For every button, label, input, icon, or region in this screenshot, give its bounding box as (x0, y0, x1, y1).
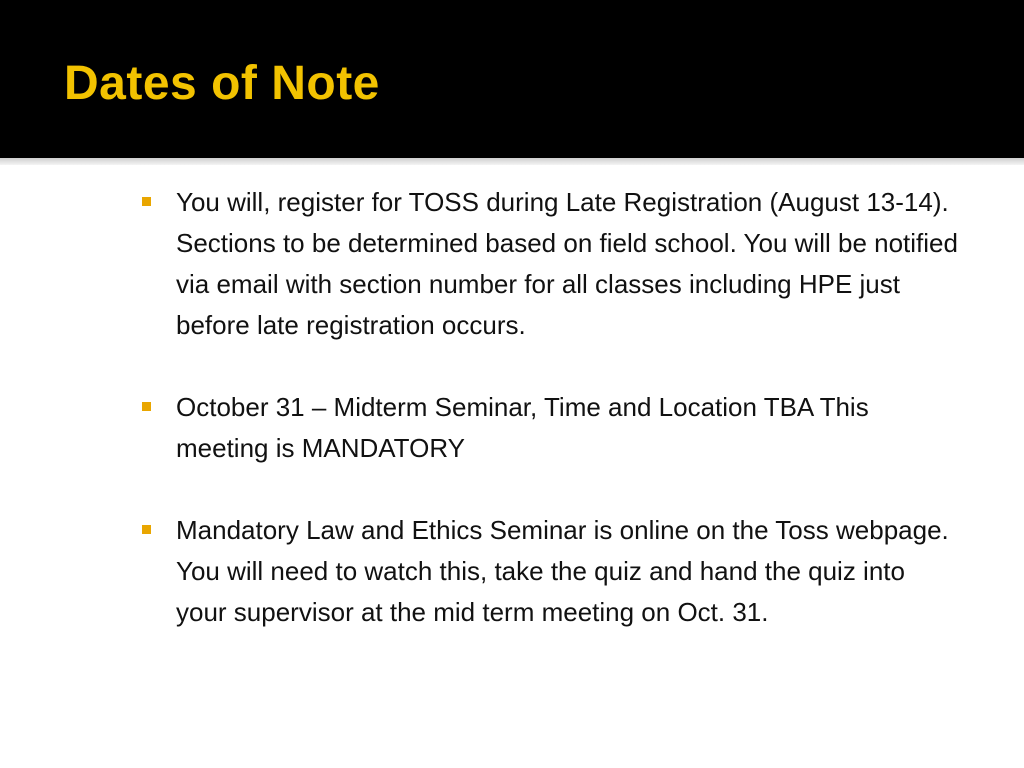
bullet-text: You will, register for TOSS during Late Registration (August 13-14). Sections to be determined based on field school. You will be notified via email with section number for all classes including HPE just before late registration occurs. (176, 187, 958, 340)
square-bullet-icon (142, 402, 151, 411)
bullet-text: Mandatory Law and Ethics Seminar is online on the Toss webpage. You will need to watch this, take the quiz and hand the quiz into your supervisor at the mid term meeting on Oct. 31. (176, 515, 949, 627)
bullet-item (140, 182, 960, 346)
bullet-text: October 31 – Midterm Seminar, Time and Location TBA This meeting is MANDATORY (176, 392, 869, 463)
bullet-list (140, 182, 960, 674)
square-bullet-icon (142, 525, 151, 534)
title-divider (0, 158, 1024, 165)
square-bullet-icon (142, 197, 151, 206)
title-bar (0, 0, 1024, 158)
bullet-item (140, 387, 960, 469)
slide-title: Dates of Note (64, 57, 380, 110)
bullet-item (140, 510, 960, 633)
